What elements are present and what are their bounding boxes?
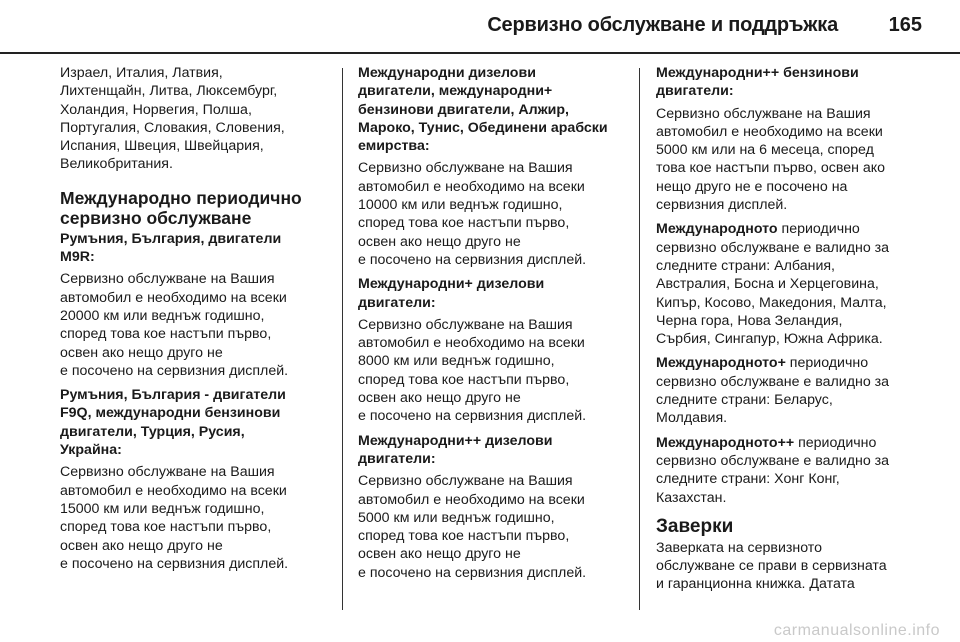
paragraph-international-plus-countries: Международното+ периодично сервизно обслужване е валидно за следните страни: Беларус, Молдавия. — [656, 354, 932, 427]
text-line: е посочено на сервизния дисплей. — [358, 251, 587, 268]
text-line: това кое настъпи първо, освен ако — [656, 160, 886, 177]
text-line: автомобил е необходимо на всеки — [60, 482, 287, 499]
text-line: Сервизно обслужване на Вашия — [358, 316, 573, 333]
text-line: според това кое настъпи първо, — [60, 326, 272, 343]
text-line: Великобритания. — [60, 156, 173, 173]
text-line: Международни++ дизелови — [358, 432, 553, 449]
text-line: Австралия, Босна и Херцеговина, — [656, 276, 879, 293]
text-line: Португалия, Словакия, Словения, — [60, 119, 285, 136]
text-line: освен ако нещо друго не — [358, 390, 521, 407]
text-line: сервизно обслужване — [60, 207, 252, 228]
text-line: Холандия, Норвегия, Полша, — [60, 101, 252, 118]
column-1 — [60, 64, 330, 579]
text-line: автомобил е необходимо на всеки — [656, 123, 883, 140]
text-line: двигатели, Турция, Русия, — [60, 423, 245, 440]
text-line: и гаранционна книжка. Датата — [656, 576, 855, 593]
text-line: Сервизно обслужване на Вашия — [358, 160, 573, 177]
text-line: е посочено на сервизния дисплей. — [60, 362, 289, 379]
text-line: 5000 км или на 6 месеца, според — [656, 142, 874, 159]
intro-paragraph — [60, 64, 330, 174]
text-line: двигатели: — [358, 450, 436, 467]
paragraph-5000km-petrol — [656, 105, 932, 215]
text-line: Международни+ дизелови — [358, 276, 545, 293]
text-line: емирства: — [358, 138, 430, 155]
text-line: Казахстан. — [656, 489, 727, 506]
text-line: Израел, Италия, Латвия, — [60, 65, 223, 81]
text-line: автомобил е необходимо на всеки — [358, 178, 585, 195]
section-heading-confirmations: Заверки — [656, 515, 734, 537]
text-line: освен ако нещо друго не — [358, 546, 521, 563]
text-line: двигатели: — [656, 83, 734, 100]
text-line: Испания, Швеция, Швейцария, — [60, 138, 264, 155]
paragraph-8000km — [358, 316, 630, 426]
text-line: 15000 км или веднъж годишно, — [60, 500, 265, 517]
column-divider-1 — [342, 68, 343, 610]
text-line: следните страни: Албания, — [656, 257, 835, 274]
text-line: Сервизно обслужване на Вашия — [60, 271, 275, 288]
text-line: е посочено на сервизния дисплей. — [60, 555, 289, 572]
watermark: carmanualsonline.info — [773, 622, 940, 639]
subheading-romania-bulgaria-m9r — [60, 230, 330, 267]
subheading-romania-bulgaria-f9q — [60, 386, 330, 459]
text-line: Сервизно обслужване на Вашия — [358, 473, 573, 490]
paragraph-international-countries: Международното периодично сервизно обслужване е валидно за следните страни: Албания, Австралия, Босна и Херцеговина, Кипър, Косово, Македония, Малта, Черна гора, Нова Зеландия, Сърбия, Сингапур, Южна Африка. — [656, 220, 932, 348]
text-line: Международни++ бензинови — [656, 65, 859, 81]
text-line: 20000 км или веднъж годишно, — [60, 307, 265, 324]
column-2 — [358, 64, 630, 588]
text-line: сервизно обслужване е валидно за — [656, 239, 890, 256]
text-line: обслужване се прави в сервизната — [656, 558, 887, 575]
text-line: е посочено на сервизния дисплей. — [358, 408, 587, 425]
text-line: 5000 км или веднъж годишно, — [358, 509, 555, 526]
text-line: Мароко, Тунис, Обединени арабски — [358, 119, 608, 136]
text-line: F9Q, международни бензинови — [60, 405, 281, 422]
subheading-international-plusplus-diesel — [358, 432, 630, 469]
column-3 — [656, 64, 932, 600]
text-line: Международни дизелови — [358, 65, 536, 81]
term-international: Международното — [656, 221, 778, 238]
text-line: автомобил е необходимо на всеки — [60, 289, 287, 306]
text-line: Международно периодично — [60, 187, 302, 208]
text-line: освен ако нещо друго не — [60, 344, 223, 361]
text-line: автомобил е необходимо на всеки — [358, 335, 585, 352]
paragraph-confirmations — [656, 539, 932, 594]
text-line: според това кое настъпи първо, — [358, 215, 570, 232]
term-international-plus: Международното+ — [656, 355, 786, 372]
text-line: Сърбия, Сингапур, Южна Африка. — [656, 331, 883, 348]
paragraph-international-plusplus-countries: Международното++ периодично сервизно обслужване е валидно за следните страни: Хонг Конг, Казахстан. — [656, 434, 932, 507]
text-line: Заверката на сервизното — [656, 539, 823, 556]
text-line: следните страни: Беларус, — [656, 392, 833, 409]
page-title: Сервизно обслужване и поддръжка — [487, 14, 838, 36]
column-divider-2 — [639, 68, 640, 610]
page-number: 165 — [888, 14, 922, 36]
text-line: Черна гора, Нова Зеландия, — [656, 312, 843, 329]
text-line: Молдавия. — [656, 410, 728, 427]
text-line: M9R: — [60, 249, 95, 266]
text-line: Румъния, България - двигатели — [60, 387, 286, 404]
text-line: 10000 км или веднъж годишно, — [358, 197, 563, 214]
text-line: Кипър, Косово, Македония, Малта, — [656, 294, 887, 311]
section-heading-international-service — [60, 188, 330, 228]
paragraph-20000km — [60, 270, 330, 380]
text-line: според това кое настъпи първо, — [358, 371, 570, 388]
text-line: е посочено на сервизния дисплей. — [358, 564, 587, 581]
subheading-international-diesel — [358, 64, 630, 155]
text-line: нещо друго не е посочено на — [656, 178, 848, 195]
header-rule — [0, 52, 960, 54]
text-line: Сервизно обслужване на Вашия — [60, 464, 275, 481]
subheading-international-plusplus-petrol — [656, 64, 932, 101]
subheading-international-plus-diesel — [358, 275, 630, 312]
text-line: освен ако нещо друго не — [358, 233, 521, 250]
text-line: сервизно обслужване е валидно за — [656, 452, 890, 469]
text-line: следните страни: Хонг Конг, — [656, 471, 840, 488]
text-line: бензинови двигатели, Алжир, — [358, 101, 569, 118]
paragraph-10000km — [358, 159, 630, 269]
text-line: според това кое настъпи първо, — [60, 519, 272, 536]
text-line: двигатели, международни+ — [358, 83, 553, 100]
paragraph-15000km — [60, 463, 330, 573]
text-line: сервизно обслужване е валидно за — [656, 373, 890, 390]
text-line: сервизния дисплей. — [656, 197, 788, 214]
text-line: Украйна: — [60, 442, 122, 459]
text-line: Лихтенщайн, Литва, Люксембург, — [60, 83, 278, 100]
paragraph-5000km-diesel — [358, 472, 630, 582]
term-international-plusplus: Международното++ — [656, 434, 795, 451]
text-line: според това кое настъпи първо, — [358, 528, 570, 545]
text-line: 8000 км или веднъж годишно, — [358, 353, 555, 370]
text-line: Сервизно обслужване на Вашия — [656, 105, 871, 122]
text-line: двигатели: — [358, 294, 436, 311]
text-line: автомобил е необходимо на всеки — [358, 491, 585, 508]
text-line: Румъния, България, двигатели — [60, 230, 282, 247]
text-line: освен ако нещо друго не — [60, 537, 223, 554]
